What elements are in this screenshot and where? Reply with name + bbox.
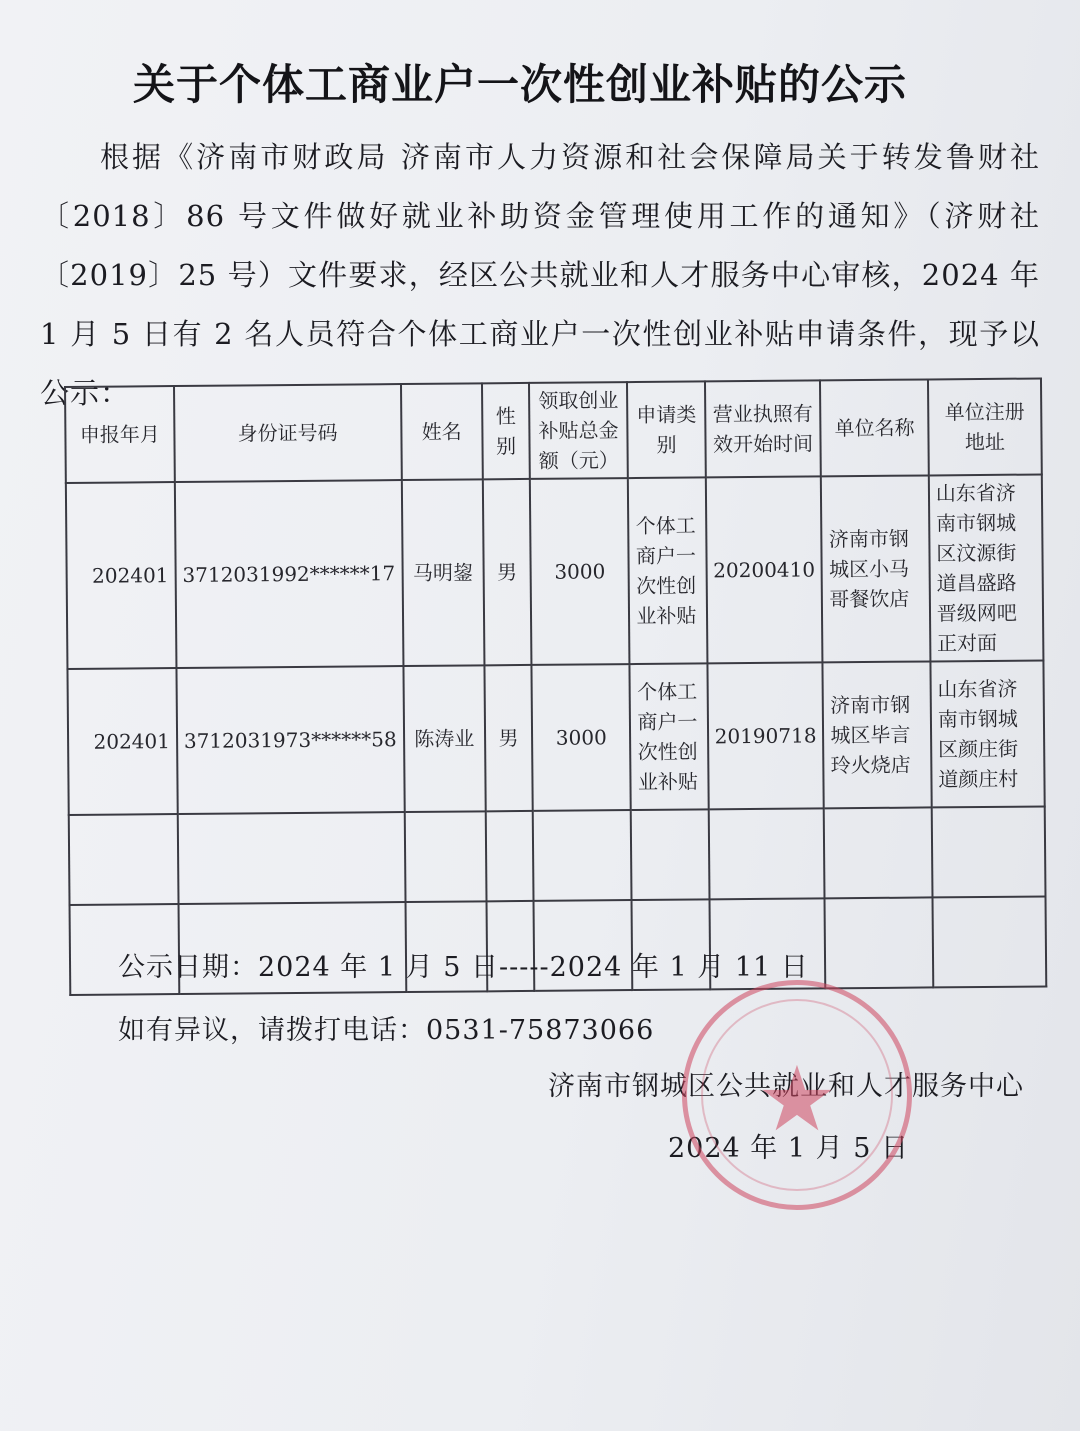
cell-name: 陈涛业 bbox=[403, 665, 486, 812]
col-header-name: 姓名 bbox=[401, 383, 483, 480]
empty-cell bbox=[178, 812, 405, 904]
empty-cell bbox=[824, 807, 932, 898]
cell-unit-address: 山东省济南市钢城区汶源街道昌盛路晋级网吧正对面 bbox=[929, 474, 1044, 661]
cell-category: 个体工商户一次性创业补贴 bbox=[630, 663, 708, 810]
table-header-row bbox=[65, 378, 1042, 483]
empty-row bbox=[69, 806, 1046, 905]
cell-name: 马明鋆 bbox=[401, 479, 484, 666]
col-header-amount: 领取创业补贴总金额（元） bbox=[529, 382, 628, 479]
empty-cell bbox=[932, 806, 1046, 897]
col-header-category: 申请类别 bbox=[627, 381, 705, 478]
table-row bbox=[67, 660, 1044, 815]
notice-paragraph: 根据《济南市财政局 济南市人力资源和社会保障局关于转发鲁财社〔2018〕86 号文件做好就业补助资金管理使用工作的通知》（济财社〔2019〕25 号）文件要求，经区公共就业和人才服务中心审核，2024 年 1 月 5 日有 2 名人员符合个体工商业户一次性创业补贴申请条件，现予以公示： bbox=[40, 140, 1040, 410]
subsidy-table bbox=[64, 377, 1047, 996]
table-row bbox=[66, 474, 1044, 669]
col-header-gender: 性别 bbox=[482, 383, 530, 479]
col-header-unit-name: 单位名称 bbox=[820, 379, 928, 476]
col-header-month: 申报年月 bbox=[65, 386, 175, 483]
empty-cell bbox=[69, 814, 179, 905]
empty-cell bbox=[631, 809, 709, 900]
empty-cell bbox=[825, 897, 933, 988]
cell-gender: 男 bbox=[484, 665, 532, 811]
col-header-license-date: 营业执照有效开始时间 bbox=[705, 380, 822, 477]
cell-month: 202401 bbox=[66, 482, 176, 669]
seal-star-icon: ★ bbox=[756, 1047, 838, 1152]
cell-unit-address: 山东省济南市钢城区颜庄街道颜庄村 bbox=[930, 660, 1044, 807]
issue-date: 2024 年 1 月 5 日 bbox=[668, 1133, 909, 1164]
empty-cell bbox=[932, 896, 1046, 987]
publicity-period: 公示日期：2024 年 1 月 5 日-----2024 年 1 月 11 日 bbox=[118, 952, 809, 983]
cell-id: 3712031973******58 bbox=[176, 666, 404, 814]
issuer-name: 济南市钢城区公共就业和人才服务中心 bbox=[548, 1071, 1024, 1102]
empty-cell bbox=[708, 808, 825, 899]
cell-unit-name: 济南市钢城区毕言玲火烧店 bbox=[823, 661, 932, 808]
cell-gender: 男 bbox=[483, 479, 532, 665]
col-header-id: 身份证号码 bbox=[174, 384, 402, 482]
empty-cell bbox=[486, 811, 534, 901]
official-seal bbox=[682, 980, 912, 1210]
empty-cell bbox=[404, 811, 486, 902]
cell-category: 个体工商户一次性创业补贴 bbox=[628, 477, 707, 664]
cell-id: 3712031992******17 bbox=[175, 480, 403, 668]
cell-license-date: 20200410 bbox=[705, 476, 822, 663]
contact-line: 如有异议，请拨打电话：0531-75873066 bbox=[118, 1015, 655, 1046]
empty-cell bbox=[533, 810, 632, 901]
cell-month: 202401 bbox=[67, 668, 177, 815]
document-title: 关于个体工商业户一次性创业补贴的公示 bbox=[132, 60, 907, 109]
col-header-unit-address: 单位注册地址 bbox=[928, 378, 1042, 475]
cell-amount: 3000 bbox=[530, 478, 630, 665]
cell-license-date: 20190718 bbox=[707, 662, 824, 809]
cell-amount: 3000 bbox=[531, 664, 631, 811]
cell-unit-name: 济南市钢城区小马哥餐饮店 bbox=[821, 475, 930, 662]
